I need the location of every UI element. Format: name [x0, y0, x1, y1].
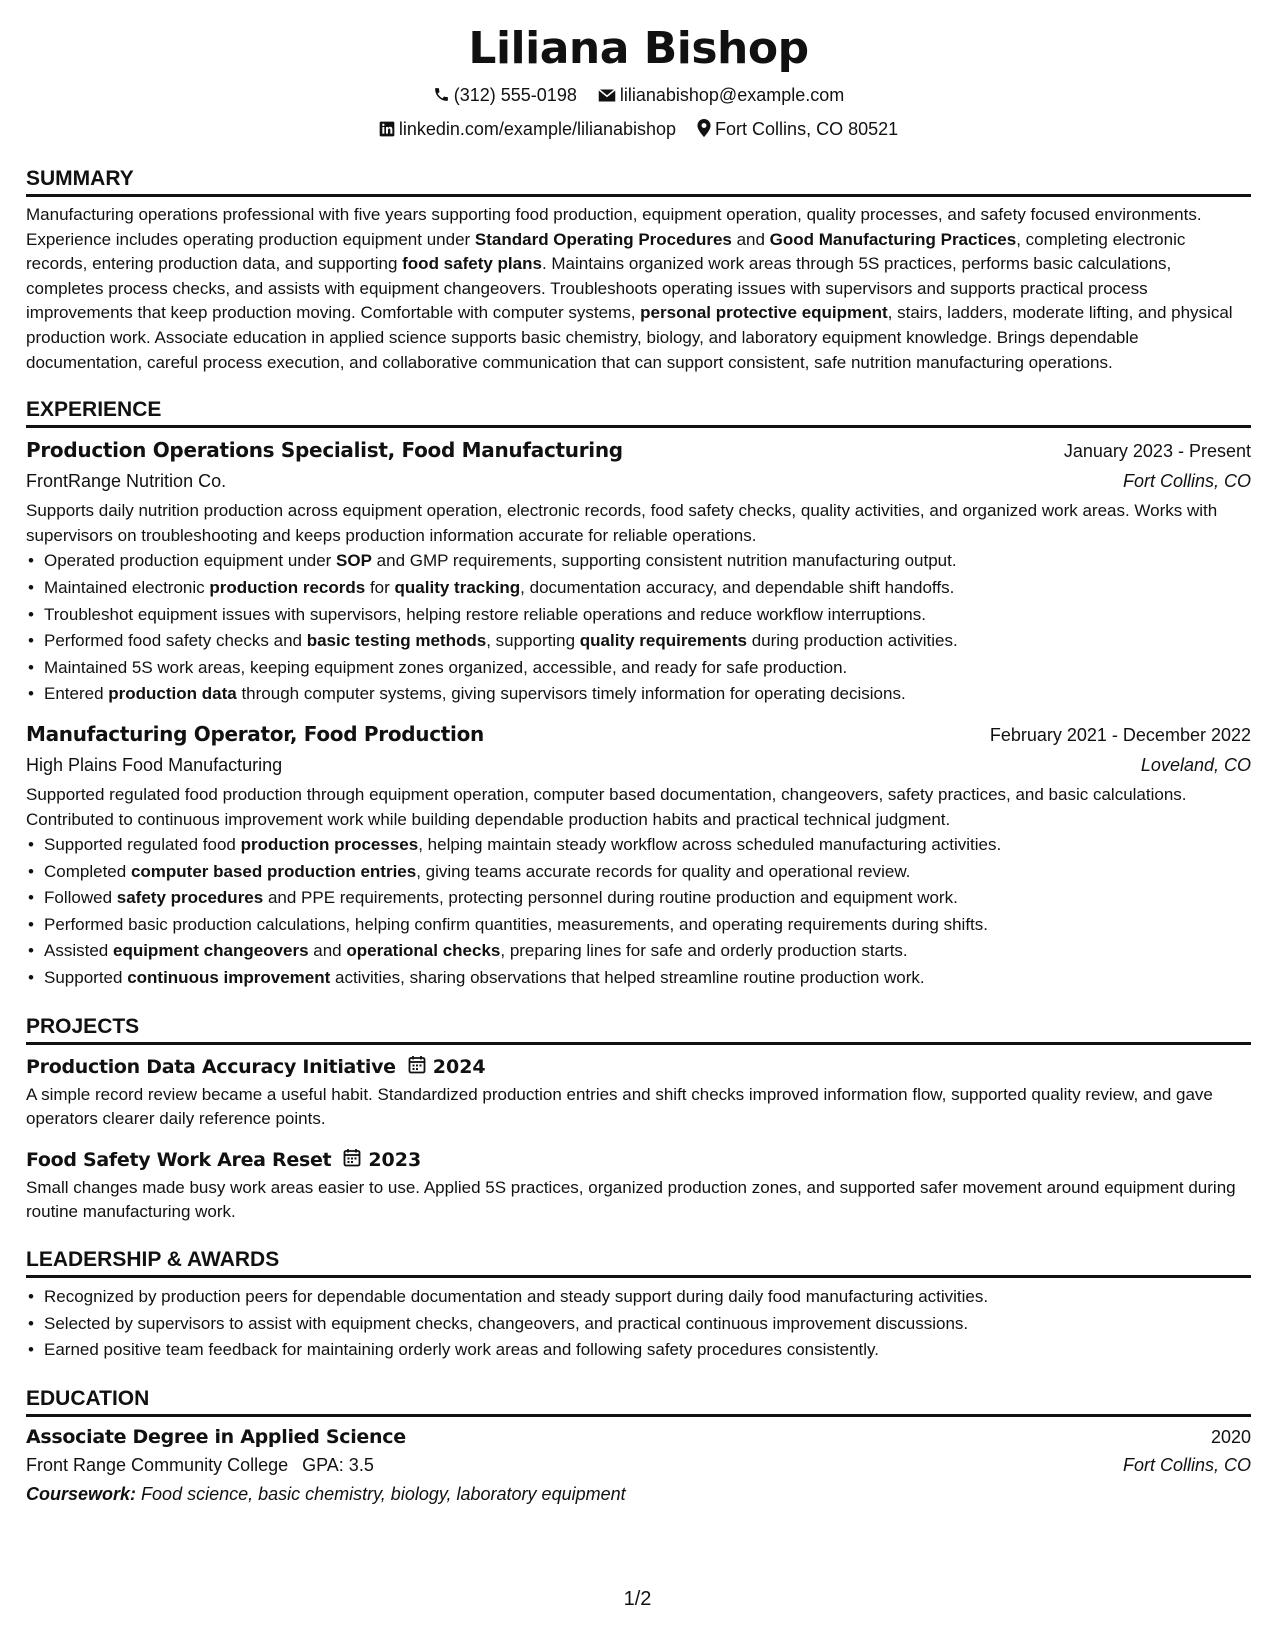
bold-keyword: production data: [108, 684, 237, 704]
project-header: [26, 1146, 1251, 1174]
page-number: 1/2: [623, 1588, 652, 1610]
projects-heading: PROJECTS: [26, 1014, 1251, 1045]
envelope-icon: [598, 86, 616, 108]
coursework-label: Coursework:: [26, 1483, 137, 1504]
text-segment: Manufacturing operations professional with five years supporting food production, equipment operation, quality processes, and safety focused environments. Experience includes operating production equipment under: [26, 205, 1202, 249]
job-header: [26, 720, 1251, 749]
job-title: Manufacturing Operator, Food Production: [26, 721, 484, 746]
bold-keyword: computer based production entries: [130, 861, 417, 881]
phone-icon: [433, 86, 450, 108]
school-name: Front Range Community College: [26, 1454, 289, 1475]
contact-row-secondary: [26, 118, 1251, 142]
job-location: Loveland, CO: [1140, 754, 1251, 775]
bullet-item: [44, 912, 1251, 939]
text-segment: Completed: [44, 861, 131, 881]
text-segment: and PPE requirements, protecting personnel during routine production and equipment work.: [263, 888, 958, 908]
bullet-item: [44, 832, 1251, 859]
text-segment: Performed food safety checks and: [44, 631, 307, 651]
bold-keyword: food safety plans: [402, 254, 542, 274]
award-item: • Recognized by production peers for dependable documentation and steady support during daily food manufacturing activities.: [44, 1284, 1251, 1311]
school-location: Fort Collins, CO: [1122, 1454, 1251, 1475]
job-header: [26, 436, 1251, 465]
bullet-item: [44, 681, 1251, 708]
text-segment: and: [308, 941, 347, 961]
job-entry: [26, 436, 1251, 708]
job-subheader: [26, 751, 1251, 779]
job-location: Fort Collins, CO: [1122, 471, 1251, 492]
job-dates: February 2021 - December 2022: [989, 724, 1251, 745]
job-dates: January 2023 - Present: [1063, 441, 1251, 462]
project-description: A simple record review became a useful habit. Standardized production entries and shift checks improved information flow, supported quality review, and gave operators clearer daily reference points.: [26, 1084, 1213, 1129]
bold-keyword: production records: [209, 577, 366, 597]
bullet-item: [44, 602, 1251, 629]
bold-keyword: production processes: [240, 835, 419, 855]
education-subheader: [26, 1451, 1251, 1479]
bold-keyword: Good Manufacturing Practices: [769, 229, 1017, 249]
text-segment: and GMP requirements, supporting consistent nutrition manufacturing output.: [371, 551, 957, 571]
text-segment: Maintained 5S work areas, keeping equipment zones organized, accessible, and ready for safe production.: [44, 657, 848, 677]
job-description: Supported regulated food production through equipment operation, computer based documentation, changeovers, safety practices, and basic calculations. Contributed to continuous improvement work while building dependable production habits and practical technical judgment.: [26, 784, 1187, 829]
text-segment: Performed basic production calculations, helping confirm quantities, measurements, and operating requirements during shifts.: [44, 914, 988, 934]
project-description: Small changes made busy work areas easier to use. Applied 5S practices, organized production zones, and supported safer movement around equipment during routine manufacturing work.: [26, 1177, 1236, 1222]
bold-keyword: equipment changeovers: [112, 941, 309, 961]
text-segment: Troubleshot equipment issues with supervisors, helping restore reliable operations and reduce workflow interruptions.: [44, 604, 926, 624]
text-segment: , completing electronic records, entering production data, and supporting: [26, 229, 1186, 274]
email-link[interactable]: lilianabishop@example.com: [619, 85, 845, 105]
job-title: Production Operations Specialist, Food Manufacturing: [26, 438, 623, 463]
phone-text: (312) 555-0198: [453, 85, 577, 105]
project-entry: [26, 1146, 1251, 1225]
location-contact: [697, 118, 898, 142]
text-segment: during production activities.: [746, 631, 958, 651]
bullet-item: [44, 938, 1251, 965]
text-segment: Supported regulated food: [44, 835, 241, 855]
text-segment: , giving teams accurate records for quality and operational review.: [416, 861, 911, 881]
bullet-item: [44, 548, 1251, 575]
job-bullets: [26, 548, 1251, 708]
education-header: [26, 1423, 1251, 1451]
text-segment: Followed: [44, 888, 117, 908]
text-segment: through computer systems, giving supervisors timely information for operating decisions.: [236, 684, 906, 704]
degree-title: Associate Degree in Applied Science: [26, 1425, 406, 1448]
bold-keyword: Standard Operating Procedures: [474, 229, 732, 249]
company-name: High Plains Food Manufacturing: [26, 754, 283, 775]
job-entry: [26, 720, 1251, 992]
job-description: Supports daily nutrition production across equipment operation, electronic records, food safety checks, quality activities, and organized work areas. Works with supervisors on troubleshooting and keeps production information accurate for reliable operations.: [26, 501, 1218, 545]
bullet-item: [44, 575, 1251, 602]
text-segment: and: [731, 229, 770, 249]
text-segment: for: [365, 577, 395, 597]
bullet-item: [44, 628, 1251, 655]
resume-page: [26, 22, 1251, 1509]
school-line: [26, 1451, 374, 1479]
project-title: Production Data Accuracy Initiative: [26, 1055, 396, 1078]
bullet-item: [44, 885, 1251, 912]
job-subheader: [26, 467, 1251, 495]
graduation-year: 2020: [1210, 1426, 1251, 1447]
bold-keyword: continuous improvement: [127, 968, 331, 988]
bullet-item: [44, 859, 1251, 886]
coursework-text: Food science, basic chemistry, biology, laboratory equipment: [141, 1483, 626, 1504]
text-segment: , preparing lines for safe and orderly production starts.: [500, 941, 908, 961]
email-contact[interactable]: [598, 84, 844, 108]
leadership-heading: LEADERSHIP & AWARDS: [26, 1247, 1251, 1278]
text-segment: Operated production equipment under: [44, 551, 337, 571]
text-segment: , documentation accuracy, and dependable shift handoffs.: [520, 577, 955, 597]
calendar-icon: [343, 1148, 361, 1172]
text-segment: Assisted: [44, 941, 113, 961]
award-item: • Earned positive team feedback for maintaining orderly work areas and following safety procedures consistently.: [44, 1337, 1251, 1364]
bold-keyword: personal protective equipment: [640, 303, 888, 323]
text-segment: Maintained electronic: [44, 577, 210, 597]
project-year: 2023: [368, 1148, 422, 1171]
education-heading: EDUCATION: [26, 1386, 1251, 1417]
project-header: [26, 1053, 1251, 1081]
summary-paragraph: [26, 203, 1251, 375]
projects-list: [26, 1053, 1251, 1225]
map-pin-icon: [697, 119, 711, 142]
contact-row-primary: [26, 84, 1251, 108]
job-bullets: [26, 832, 1251, 992]
leadership-list: [26, 1284, 1251, 1364]
text-segment: , supporting: [486, 631, 580, 651]
linkedin-link[interactable]: linkedin.com/example/lilianabishop: [398, 119, 677, 139]
company-name: FrontRange Nutrition Co.: [26, 471, 227, 492]
bold-keyword: safety procedures: [116, 888, 264, 908]
text-segment: Supported: [44, 968, 128, 988]
experience-heading: EXPERIENCE: [26, 397, 1251, 428]
linkedin-icon: [379, 120, 395, 142]
text-segment: Entered: [44, 684, 109, 704]
text-segment: . Maintains organized work areas through 5S practices, performs basic calculations, completes process checks, and assists with equipment changeovers. Troubleshoots operating issues with supervisors and supports practical process improvements that keep production moving. Comfortable with computer systems,: [26, 254, 1172, 323]
text-segment: , stairs, ladders, moderate lifting, and physical production work. Associate education in applied science supports basic chemistry, biology, and laboratory equipment knowledge. Brings dependable documentation, careful process execution, and collaborative communication that can support consistent, safe nutrition manufacturing operations.: [26, 303, 1233, 372]
bold-keyword: quality tracking: [394, 577, 521, 597]
project-title: Food Safety Work Area Reset: [26, 1148, 332, 1171]
bullet-item: [44, 655, 1251, 682]
phone-contact: [433, 84, 577, 108]
candidate-name: Liliana Bishop: [468, 23, 809, 74]
bold-keyword: SOP: [336, 551, 372, 571]
coursework-line: [26, 1479, 1251, 1509]
experience-list: [26, 436, 1251, 992]
bold-keyword: operational checks: [346, 941, 501, 961]
text-segment: activities, sharing observations that helped streamline routine production work.: [330, 968, 925, 988]
bold-keyword: basic testing methods: [306, 631, 487, 651]
bullet-item: [44, 965, 1251, 992]
gpa-value: GPA: 3.5: [302, 1454, 374, 1475]
calendar-icon: [408, 1055, 426, 1079]
award-item: • Selected by supervisors to assist with equipment checks, changeovers, and practical continuous improvement discussions.: [44, 1311, 1251, 1338]
bold-keyword: quality requirements: [579, 631, 747, 651]
text-segment: , helping maintain steady workflow across scheduled manufacturing activities.: [418, 835, 1002, 855]
project-entry: [26, 1053, 1251, 1132]
linkedin-contact[interactable]: [379, 118, 676, 142]
summary-heading: SUMMARY: [26, 166, 1251, 197]
project-year: 2024: [432, 1055, 486, 1078]
location-text: Fort Collins, CO 80521: [715, 119, 899, 139]
